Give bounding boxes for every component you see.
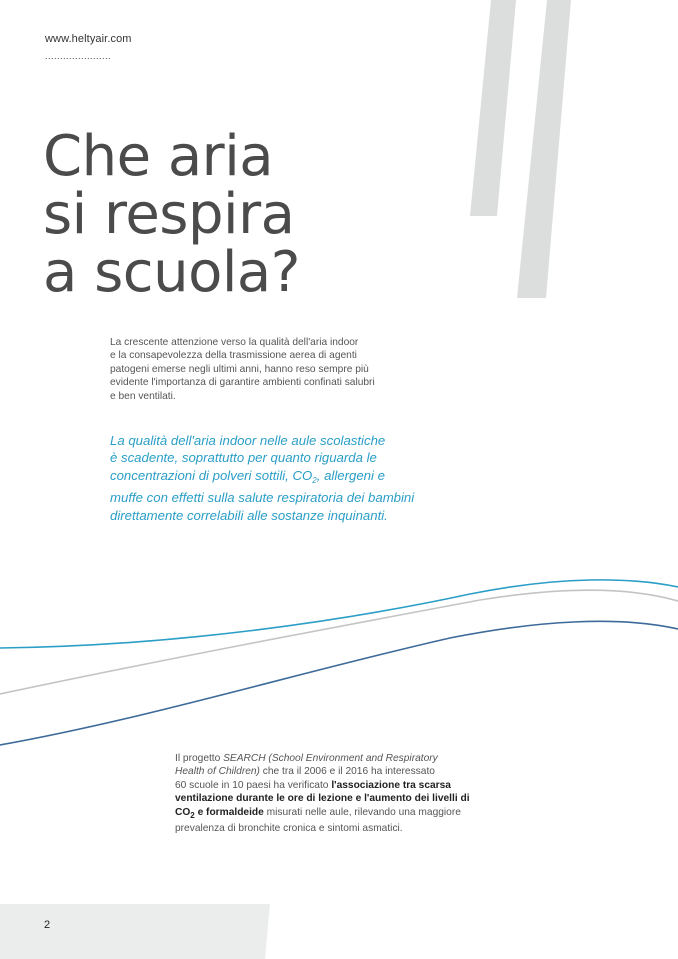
paragraph-line xyxy=(175,752,535,765)
wave-line-dark-blue xyxy=(0,621,678,745)
paragraph-line xyxy=(175,779,535,792)
project-name-italic: Health of Children) xyxy=(175,766,260,778)
intro-line: e la consapevolezza della trasmissione aerea di agenti xyxy=(110,350,357,362)
quote-text: concentrazioni di polveri sottili, CO xyxy=(110,467,313,483)
intro-line: evidente l'importanza di garantire ambienti confinati salubri xyxy=(110,377,375,389)
paragraph-text: Il progetto xyxy=(175,753,224,764)
page-title xyxy=(43,124,300,305)
bold-finding xyxy=(175,807,264,818)
quote-line: muffe con effetti sulla salute respiratoria dei bambini xyxy=(110,490,415,506)
page-number: 2 xyxy=(44,919,51,931)
co2-text: CO xyxy=(175,806,191,818)
paragraph-text: misurati nelle aule, rilevando una maggiore xyxy=(263,806,461,818)
co2-subscript: 2 xyxy=(190,810,195,820)
bold-finding: l'associazione tra scarsa xyxy=(331,779,451,791)
dotted-separator: ...................... xyxy=(45,51,112,61)
paragraph-line xyxy=(175,792,535,805)
decorative-stripe-left xyxy=(470,0,516,216)
intro-line: e ben ventilati. xyxy=(110,390,176,402)
paragraph-text: 60 scuole in 10 paesi ha verificato xyxy=(175,779,332,791)
search-project-paragraph xyxy=(175,752,535,835)
paragraph-line: prevalenza di bronchite cronica e sintomi asmatici. xyxy=(175,823,403,835)
paragraph-line xyxy=(175,806,535,822)
paragraph-text: che tra il 2006 e il 2016 ha interessato xyxy=(259,766,435,778)
bold-text: e formaldeide xyxy=(194,806,264,818)
paragraph-line xyxy=(175,765,535,778)
quote-text: , allergeni e xyxy=(316,467,385,483)
intro-line: patogeni emerse negli ultimi anni, hanno reso sempre più xyxy=(110,363,369,375)
decorative-stripe-right xyxy=(517,0,571,298)
title-line-3: a scuola? xyxy=(43,240,300,305)
wave-line-gray xyxy=(0,590,678,694)
co2-subscript: 2 xyxy=(312,475,317,485)
title-line-1: Che aria xyxy=(43,124,274,189)
project-name-italic: SEARCH (School Environment and Respiratory xyxy=(223,753,438,764)
highlight-quote xyxy=(110,432,510,524)
intro-line: La crescente attenzione verso la qualità dell'aria indoor xyxy=(110,337,359,348)
intro-paragraph xyxy=(110,336,430,403)
website-url: www.heltyair.com xyxy=(45,33,132,45)
quote-line: è scadente, soprattutto per quanto riguarda le xyxy=(110,450,377,466)
quote-line: La qualità dell'aria indoor nelle aule scolastiche xyxy=(110,433,386,448)
title-line-2: si respira xyxy=(43,182,295,247)
quote-line: direttamente correlabili alle sostanze inquinanti. xyxy=(110,507,388,523)
quote-line xyxy=(110,467,510,489)
footer-bar xyxy=(0,904,270,959)
bold-finding: ventilazione durante le ore di lezione e l'aumento dei livelli di xyxy=(175,793,470,805)
